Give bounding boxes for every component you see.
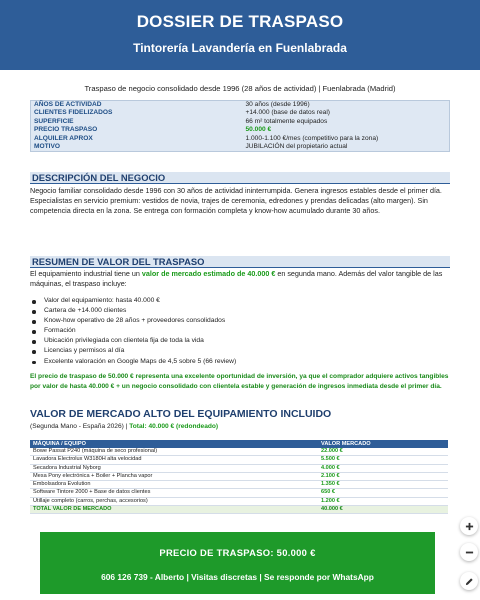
market-sub-total: Total: 40.000 € (redondeado) [129, 423, 219, 430]
key-facts-table [30, 100, 450, 152]
fact-value: 1.000-1.100 €/mes (competitivo para la zona) [245, 134, 379, 142]
equipment-name: Lavadora Electrolux W3180H alta velocidad [30, 456, 318, 464]
equipment-value: 2.100 € [318, 472, 448, 480]
total-row [30, 506, 448, 514]
cta-price: PRECIO DE TRASPASO: 50.000 € [159, 547, 316, 558]
edit-pencil-icon [465, 577, 474, 586]
cta-contact: 606 126 739 - Alberto | Visitas discretas | Se responde por WhatsApp [101, 572, 374, 582]
table-row [30, 464, 448, 472]
document-subtitle: Tintorería Lavandería en Fuenlabrada [133, 41, 347, 55]
list-item-text: Formación [44, 327, 76, 335]
price-contact-banner [40, 532, 435, 594]
market-title: VALOR DE MERCADO ALTO DEL EQUIPAMIENTO INCLUIDO [30, 408, 332, 420]
list-item-text: Excelente valoración en Google Maps de 4,5 sobre 5 (66 review) [44, 357, 237, 365]
equipment-name: Secadora Industrial Nyborg [30, 464, 318, 472]
summary-intro [30, 269, 450, 289]
zoom-out-icon [465, 548, 474, 557]
edit-button[interactable] [460, 572, 478, 590]
list-item [30, 316, 450, 326]
fact-value: +14.000 (base de datos real) [245, 109, 330, 117]
list-item [30, 336, 450, 346]
table-row [30, 489, 448, 497]
bullet-icon [32, 300, 36, 304]
list-item [30, 306, 450, 316]
description-heading: DESCRIPCIÓN DEL NEGOCIO [30, 172, 450, 184]
summary-intro-highlight: valor de mercado estimado de 40.000 € [141, 269, 276, 278]
table-row [30, 456, 448, 464]
equipment-value: 22.000 € [318, 448, 448, 456]
list-item-text: Licencias y permisos al día [44, 347, 125, 355]
fact-label: MOTIVO [34, 143, 61, 151]
equipment-value: 1.350 € [318, 481, 448, 489]
list-item-text: Know-how operativo de 28 años + proveedores consolidados [44, 317, 226, 325]
market-subtitle [30, 423, 450, 430]
list-item [30, 346, 450, 356]
list-item-text: Ubicación privilegiada con clientela fija de toda la vida [44, 337, 204, 345]
intro-line: Traspaso de negocio consolidado desde 1996 (28 años de actividad) | Fuenlabrada (Madrid) [84, 84, 396, 93]
summary-intro-before: El equipamiento industrial tiene un [30, 269, 142, 278]
equipment-value: 5.500 € [318, 456, 448, 464]
fact-row [31, 109, 450, 117]
fact-value: JUBILACIÓN del propietario actual [245, 143, 348, 151]
fact-row [31, 143, 450, 152]
table-row [30, 448, 448, 456]
included-items-list [30, 296, 450, 367]
zoom-out-button[interactable] [460, 543, 478, 561]
fact-row [31, 135, 450, 143]
col-header-item: MÁQUINA / EQUIPO [30, 440, 318, 448]
document-title: DOSSIER DE TRASPASO [136, 12, 344, 31]
summary-closing: El precio de traspaso de 50.000 € representa una excelente oportunidad de inversión, ya que el comprador adquiere activos tangibles por valor de hasta 40.000 € + un negocio consolidado con clientela estable y generación de ingresos inmediata desde el primer día. [30, 373, 449, 390]
document-header [0, 0, 480, 70]
list-item [30, 296, 450, 306]
zoom-in-button[interactable] [460, 517, 478, 535]
summary-intro-after: en segunda mano. Además del valor tangible de las máquinas, el traspaso incluye: [30, 269, 443, 289]
equipment-name: Bowe Passat P240 (máquina de seco profesional) [30, 448, 318, 456]
fact-label: CLIENTES FIDELIZADOS [34, 109, 113, 117]
equipment-name: Mesa Pony electrónica + Boiler + Plancha vapor [30, 472, 318, 480]
fact-value: 66 m² totalmente equipados [245, 117, 328, 125]
equipment-value: 650 € [318, 489, 448, 497]
equipment-name: Utillaje completo (carros, perchas, accesorios) [30, 497, 318, 505]
list-item [30, 357, 450, 367]
description-text: Negocio familiar consolidado desde 1996 con 30 años de actividad ininterrumpida. Genera ingresos estables desde el primer día. Especialistas en servicio premium: vestidos de novia, trajes de ceremonia, edredones y prendas delicadas (alto margen). Sin competencia directa en la zona. Se entrega con formación completa y know-how acumulado durante 30 años. [30, 186, 442, 216]
equipment-value: 1.200 € [318, 497, 448, 505]
fact-label: SUPERFICIE [34, 117, 74, 125]
fact-value: 50.000 € [245, 126, 272, 134]
fact-label: ALQUILER APROX [34, 134, 93, 142]
summary-heading: RESUMEN DE VALOR DEL TRASPASO [30, 256, 450, 268]
bullet-icon [32, 310, 36, 314]
zoom-in-icon [465, 522, 474, 531]
fact-row [31, 126, 450, 134]
col-header-value: VALOR MERCADO [318, 440, 448, 448]
fact-value: 30 años (desde 1996) [245, 101, 310, 108]
bullet-icon [32, 350, 36, 354]
list-item-text: Valor del equipamiento: hasta 40.000 € [44, 297, 160, 304]
table-row [30, 472, 448, 480]
fact-row [31, 118, 450, 126]
equipment-name: Embolsadora Evolution [30, 481, 318, 489]
equipment-table [30, 440, 448, 514]
bullet-icon [32, 340, 36, 344]
table-row [30, 497, 448, 505]
bullet-icon [32, 361, 36, 365]
bullet-icon [32, 330, 36, 334]
total-label: TOTAL VALOR DE MERCADO [30, 506, 318, 514]
list-item-text: Cartera de +14.000 clientes [44, 307, 127, 315]
fact-label: AÑOS DE ACTIVIDAD [34, 101, 102, 108]
equipment-table-header [30, 440, 448, 448]
table-row [30, 481, 448, 489]
total-value: 40.000 € [318, 506, 448, 514]
equipment-value: 4.000 € [318, 464, 448, 472]
fact-row [31, 101, 450, 110]
equipment-name: Software Tintore 2000 + Base de datos clientes [30, 489, 318, 497]
list-item [30, 326, 450, 336]
bullet-icon [32, 320, 36, 324]
fact-label: PRECIO TRASPASO [34, 126, 98, 134]
market-sub-before: (Segunda Mano - España 2026) | [30, 423, 130, 430]
